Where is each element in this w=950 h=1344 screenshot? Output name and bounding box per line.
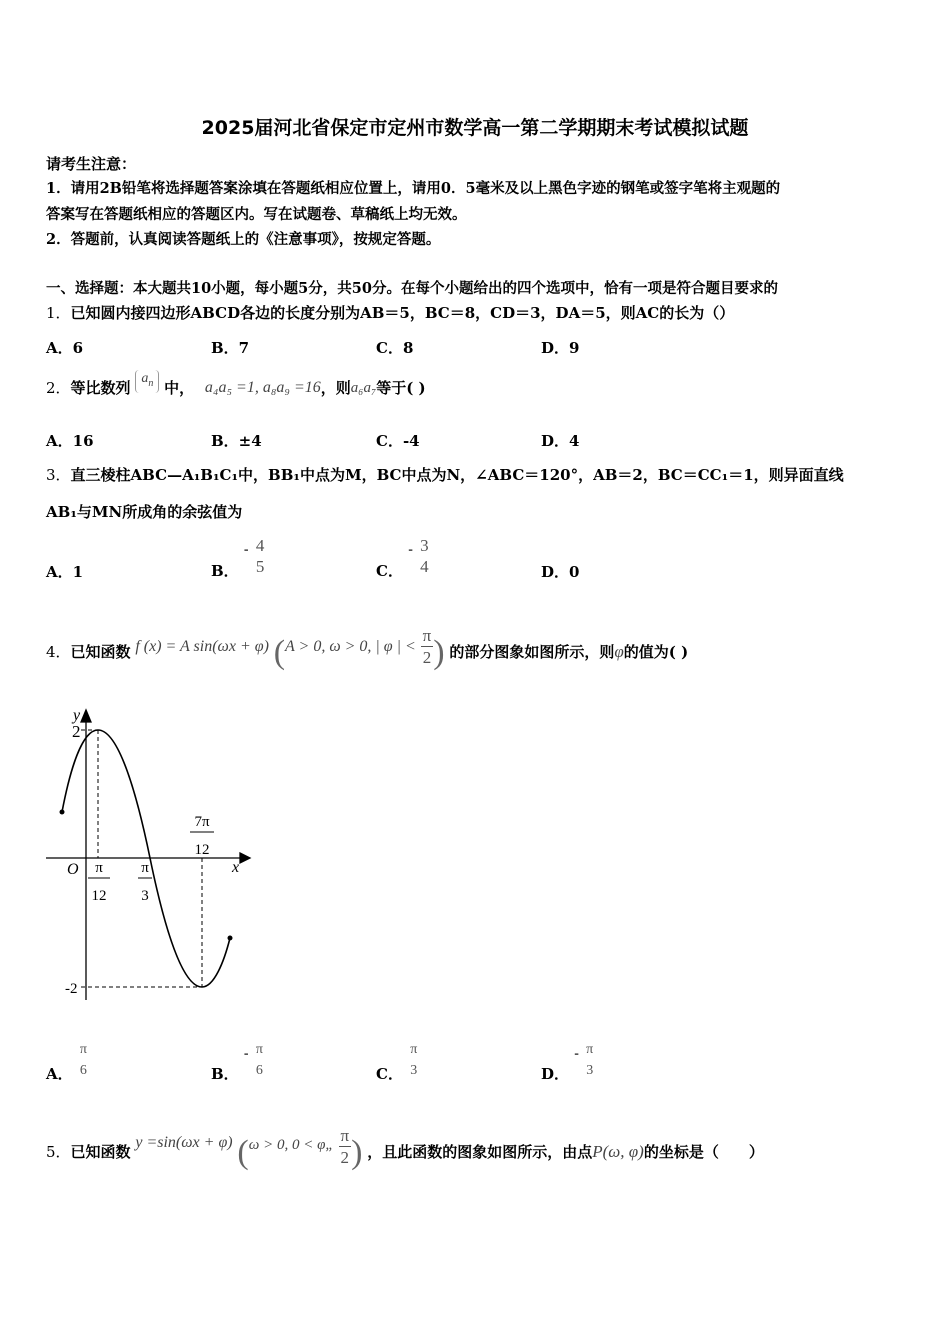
question-number: 2． — [46, 379, 71, 397]
question-text: 的值为( ) — [623, 643, 689, 661]
q2-option-b[interactable]: B．±4 — [211, 432, 262, 450]
q4-option-c[interactable]: C． π 3 — [376, 1042, 418, 1083]
tick-pi-3-den: 3 — [141, 888, 149, 904]
question-text: 已知函数 — [70, 643, 131, 661]
question-1 — [46, 302, 734, 323]
question-text: ，则 — [320, 379, 351, 397]
notice-line-1: 1．请用2B铅笔将选择题答案涂填在答题纸相应位置上，请用0．5毫米及以上黑色字迹的钢笔或签字笔将主观题的 — [46, 180, 781, 197]
q3-option-b[interactable]: B． - 4 5 — [211, 536, 265, 580]
question-3-line-2: AB₁与MN所成角的余弦值为 — [46, 503, 243, 521]
origin-label: O — [67, 861, 79, 878]
q2-option-d[interactable]: D．4 — [541, 432, 580, 450]
question-text: ，且此函数的图象如图所示，由点 — [367, 1143, 593, 1161]
phi-symbol: φ — [614, 642, 624, 661]
condition-formula: a₄a₅ =1, a₈a₉ =16 — [204, 379, 321, 396]
question-text: 的坐标是（ ） — [643, 1143, 764, 1161]
q1-option-a[interactable]: A．6 — [46, 339, 84, 357]
question-text: 已知圆内接四边形ABCD各边的长度分别为AB＝5，BC＝8，CD＝3，DA＝5，则AC的长为（） — [70, 304, 735, 322]
tick-pi-3-num: π — [141, 860, 149, 876]
q4-option-a[interactable]: A． π 6 — [46, 1042, 87, 1083]
page-title: 2025届河北省保定市定州市数学高一第二学期期末考试模拟试题 — [201, 117, 749, 139]
tick-pi-12-num: π — [95, 860, 103, 876]
q1-option-b[interactable]: B．7 — [211, 339, 250, 357]
function-formula: y =sin(ωx + φ) — [135, 1134, 233, 1151]
question-text: 中， — [164, 379, 195, 397]
curve-endpoint-left — [60, 810, 65, 815]
q2-option-c[interactable]: C．-4 — [376, 432, 420, 450]
target-formula: a₆a₇ — [350, 380, 377, 396]
question-text: 已知函数 — [70, 1143, 131, 1161]
curve-endpoint-right — [228, 936, 233, 941]
question-4: 4．已知函数 f (x) = A sin(ωx + φ) (A > 0, ω > 0, | φ | < $\frac{\pi}{2}$ ) 的部分图象如图所示，则φ的值为( ) — [46, 625, 689, 671]
condition-formula: ω > 0, 0 < φ„ — [248, 1137, 334, 1153]
question-number: 1． — [46, 304, 71, 322]
sequence-symbol: $a_n$ — [135, 370, 159, 393]
notice-heading: 请考生注意： — [46, 155, 137, 173]
question-number: 3． — [46, 466, 71, 484]
question-5: 5．已知函数 y =sin(ωx + φ) (ω > 0, 0 < φ„ $\frac{\pi}{2}$ ) ，且此函数的图象如图所示，由点P(ω, φ)的坐标是（ ） — [46, 1125, 764, 1171]
q3-option-a[interactable]: A．1 — [46, 563, 84, 581]
notice-line-2: 2．答题前，认真阅读答题纸上的《注意事项》，按规定答题。 — [46, 231, 441, 248]
condition-fraction: $\frac{\pi}{2}$ — [422, 625, 432, 667]
question-3 — [46, 464, 844, 485]
function-graph — [40, 700, 260, 1020]
q3-option-c[interactable]: C． - 3 4 — [376, 536, 429, 580]
q4-option-b[interactable]: B． - π 6 — [211, 1042, 263, 1083]
tick-7pi-12-den: 12 — [194, 842, 210, 858]
tick-pi-12-den: 12 — [91, 888, 107, 904]
question-2 — [46, 370, 426, 406]
y-axis-label: y — [73, 707, 81, 724]
question-number: 4． — [46, 643, 71, 661]
question-number: 5． — [46, 1143, 71, 1161]
question-text: 等比数列 — [70, 379, 131, 397]
x-axis-arrow — [240, 853, 250, 863]
condition-formula: A > 0, ω > 0, | φ | < — [285, 638, 416, 655]
y-min-label: -2 — [65, 981, 78, 997]
point-formula: P(ω, φ) — [592, 1142, 644, 1161]
condition-fraction: $\frac{\pi}{2}$ — [340, 1125, 350, 1167]
axes — [46, 710, 250, 1000]
q3-option-d[interactable]: D．0 — [541, 563, 580, 581]
question-text: 直三棱柱ABC—A₁B₁C₁中，BB₁中点为M，BC中点为N，∠ABC＝120°，AB＝2，BC＝CC₁＝1，则异面直线 — [70, 466, 844, 484]
q2-option-a[interactable]: A．16 — [46, 432, 94, 450]
q4-option-d[interactable]: D． - π 3 — [541, 1042, 594, 1083]
x-axis-label: x — [232, 859, 240, 876]
q1-option-c[interactable]: C．8 — [376, 339, 414, 357]
notice-line-1b: 答案写在答题纸相应的答题区内。写在试题卷、草稿纸上均无效。 — [46, 206, 467, 223]
question-text: 等于( ) — [376, 379, 426, 397]
question-text: 的部分图象如图所示，则 — [449, 643, 615, 661]
section-heading: 一、选择题：本大题共10小题，每小题5分，共50分。在每个小题给出的四个选项中，恰有一项是符合题目要求的 — [46, 280, 778, 297]
y-axis-arrow — [81, 710, 91, 722]
y-max-label: 2 — [72, 722, 81, 741]
function-formula: f (x) = A sin(ωx + φ) — [135, 638, 269, 655]
tick-7pi-12-num: 7π — [194, 814, 210, 830]
q1-option-d[interactable]: D．9 — [541, 339, 580, 357]
